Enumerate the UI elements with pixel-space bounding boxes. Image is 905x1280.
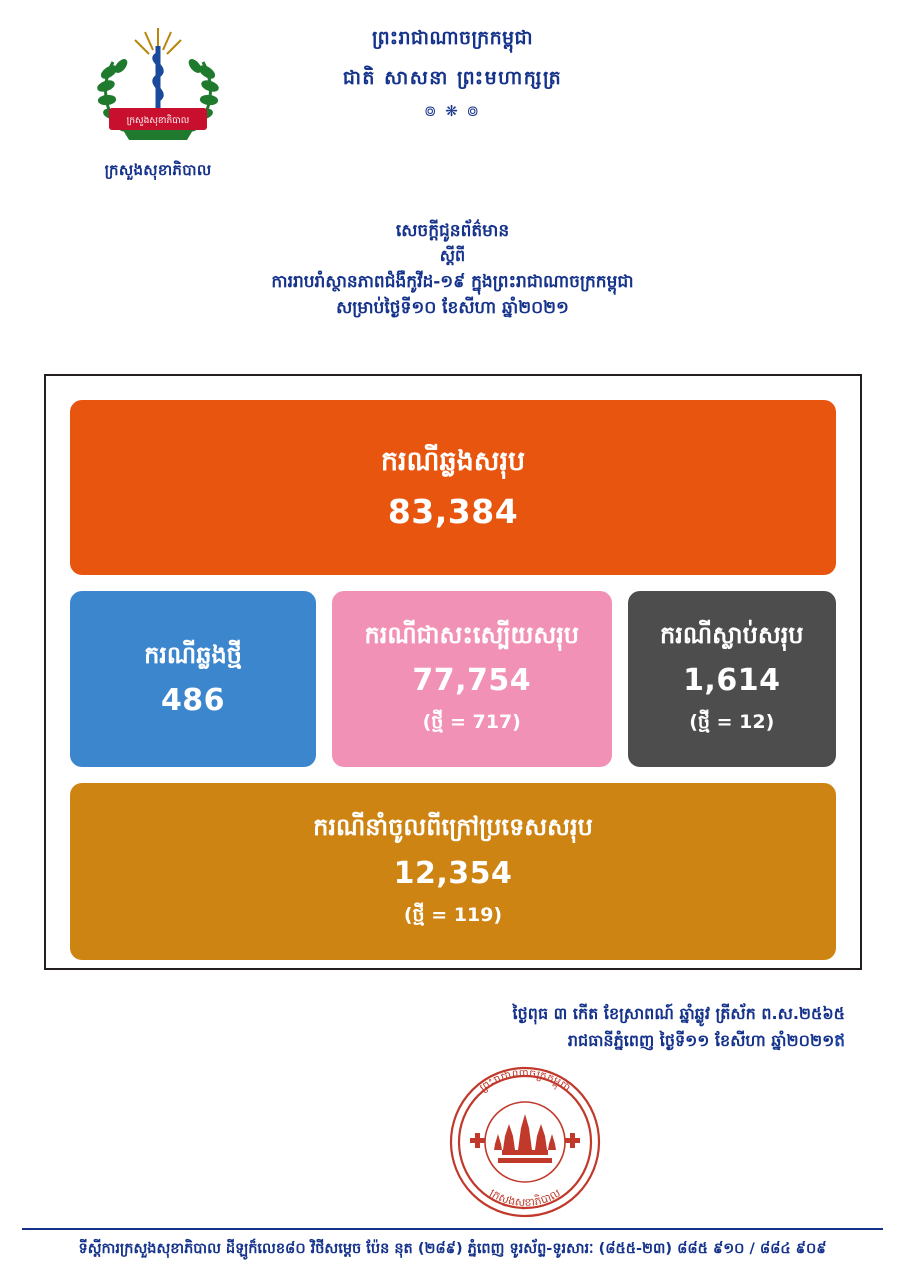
card-total-cases-value: 83,384: [387, 491, 519, 531]
title-line-1: សេចក្តីជូនព័ត៌មាន: [395, 221, 510, 241]
card-new-cases-value: 486: [160, 683, 226, 719]
ministry-label: ក្រសួងសុខាភិបាល: [104, 161, 212, 179]
decorative-separator: ៙ ❋ ៙: [423, 102, 481, 120]
document-header: [0, 0, 905, 200]
card-recovered: [332, 591, 612, 767]
svg-text:ព្រះរាជាណាចក្រកម្ពុជា: ព្រះរាជាណាចក្រកម្ពុជា: [477, 1066, 573, 1095]
document-title: [0, 218, 905, 322]
signature-block: [513, 1000, 845, 1056]
kingdom-heading: [0, 26, 905, 124]
title-line-2: ស្តីពី: [439, 246, 466, 266]
card-new-cases: [70, 591, 316, 767]
card-imported-cases-label: ករណីនាំចូលពីក្រៅប្រទេសសរុប: [313, 813, 593, 842]
footer-contact: ទីស្តីការក្រសួងសុខាភិបាល ដីឡូក៏លេខ៨០ វិថីសម្តេច ប៉ែន នុត (២៨៩) ភ្នំពេញ ទូរស័ព្ទ-ទូរសារៈ (៨៥៥-២៣) ៨៨៥ ៩១០ / ៨៨៤ ៩០៩: [78, 1241, 827, 1257]
card-recovered-value: 77,754: [412, 663, 532, 699]
title-line-3: ការរាបរាំស្ថានភាពជំងឺកូវីដ-១៩ ក្នុងព្រះរាជាណាចក្រកម្ពុជា: [271, 272, 634, 293]
signature-date-buddhist: ថ្ងៃពុធ ៣ កើត ខែស្រាពណ៍ ឆ្នាំឆ្លូវ ត្រីស័ក ព.ស.២៥៦៥: [512, 1004, 845, 1023]
card-imported-cases: [70, 783, 836, 960]
card-new-cases-label: ករណីឆ្លងថ្មី: [144, 640, 242, 669]
card-recovered-label: ករណីជាសះស្បើយសរុប: [364, 620, 580, 649]
signature-mark: ឥ: [834, 1031, 845, 1052]
card-deaths-note: (ថ្មី = 12): [689, 711, 775, 734]
card-deaths-value: 1,614: [683, 663, 781, 699]
card-imported-cases-note: (ថ្មី = 119): [403, 903, 503, 926]
card-recovered-note: (ថ្មី = 717): [422, 711, 521, 734]
statistics-frame: [44, 374, 862, 970]
national-motto: ជាតិ សាសនា ព្រះមហាក្សត្រ: [342, 67, 563, 89]
svg-text:ក្រសួងសុខាភិបាល: ក្រសួងសុខាភិបាល: [126, 116, 190, 126]
kingdom-name: ព្រះរាជាណាចក្រកម្ពុជា: [371, 27, 534, 49]
footer-divider: [22, 1228, 883, 1230]
signature-place-date-text: រាជធានីភ្នំពេញ ថ្ងៃទី១១ ខែសីហា ឆ្នាំ២០២១: [567, 1031, 835, 1051]
official-red-seal-icon: [430, 1062, 620, 1222]
card-deaths: [628, 591, 837, 767]
stats-row: [70, 591, 836, 767]
card-total-cases: [70, 400, 836, 575]
card-deaths-label: ករណីស្លាប់សរុប: [659, 620, 804, 649]
card-imported-cases-value: 12,354: [393, 855, 513, 891]
svg-text:ក្រសួងសុខាភិបាល: ក្រសួងសុខាភិបាល: [487, 1186, 563, 1210]
signature-place-date: [513, 1027, 845, 1056]
title-line-4: សម្រាប់ថ្ងៃទី១០ ខែសីហា ឆ្នាំ២០២១: [336, 298, 569, 319]
card-total-cases-label: ករណីឆ្លងសរុប: [380, 446, 526, 478]
